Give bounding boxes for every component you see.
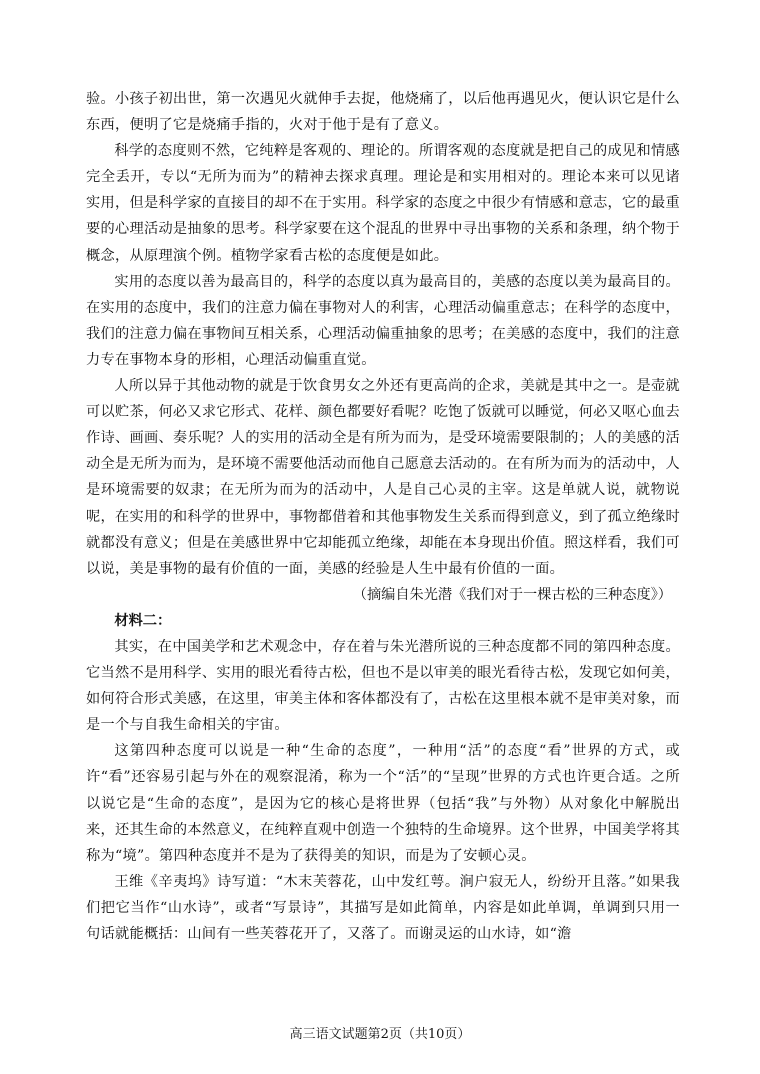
paragraph-wang-wei-poem: 王维《辛夷坞》诗写道：“木末芙蓉花，山中发红萼。涧户寂无人，纷纷开且落。”如果我们把它当作“山水诗”，或者“写景诗”，其描写是如此简单，内容是如此单调，单调到只用一句话就能概括：山间有一些芙蓉花开了，又落了。而谢灵运的山水诗，如“澹: [86, 873, 680, 942]
paragraph-scientific-attitude: 科学的态度则不然，它纯粹是客观的、理论的。所谓客观的态度就是把自己的成见和情感完全丢开，专以“无所为而为”的精神去探求真理。理论是和实用相对的。理论本来可以见诸实用，但是科学家的直接目的却不在于实用。科学家的态度之中很少有情感和意志，它的最重要的心理活动是抽象的思考。科学家要在这个混乱的世界中寻出事物的关系和条理，纳个物于概念，从原理演个例。植物学家看古松的态度便是如此。: [86, 143, 680, 264]
material-2-heading: 材料二：: [114, 612, 172, 629]
paragraph-continuation: 验。小孩子初出世，第一次遇见火就伸手去捉，他烧痛了，以后他再遇见火，便认识它是什么东西，便明了它是烧痛手指的，火对于他于是有了意义。: [86, 91, 680, 134]
citation-source: （摘编自朱光潜《我们对于一棵古松的三种态度》）: [352, 586, 672, 603]
paragraph-three-attitudes: 实用的态度以善为最高目的，科学的态度以真为最高目的，美感的态度以美为最高目的。在实用的态度中，我们的注意力偏在事物对人的利害，心理活动偏重意志；在科学的态度中，我们的注意力偏在事物间互相关系，心理活动偏重抽象的思考；在美感的态度中，我们的注意力专在事物本身的形相，心理活动偏重直觉。: [86, 273, 680, 368]
paragraph-life-attitude: 这第四种态度可以说是一种“生命的态度”，一种用“活”的态度“看”世界的方式，或许“看”还容易引起与外在的观察混淆，称为一个“活”的“呈现”世界的方式也许更合适。之所以说它是“生命的态度”，是因为它的核心是将世界（包括“我”与外物）从对象化中解脱出来，还其生命的本然意义，在纯粹直观中创造一个独特的生命境界。这个世界，中国美学将其称为“境”。第四种态度并不是为了获得美的知识，而是为了安顿心灵。: [86, 743, 680, 864]
paragraph-beauty-value: 人所以异于其他动物的就是于饮食男女之外还有更高尚的企求，美就是其中之一。是壶就可以贮茶，何必又求它形式、花样、颜色都要好看呢？吃饱了饭就可以睡觉，何必又呕心血去作诗、画画、奏乐呢？人的实用的活动全是有所为而为，是受环境需要限制的；人的美感的活动全是无所为而为，是环境不需要他活动而他自己愿意去活动的。在有所为而为的活动中，人是环境需要的奴隶；在无所为而为的活动中，人是自己心灵的主宰。这是单就人说，就物说呢，在实用的和科学的世界中，事物都借着和其他事物发生关系而得到意义，到了孤立绝缘时就都没有意义；但是在美感世界中它却能孤立绝缘，却能在本身现出价值。照这样看，我们可以说，美是事物的最有价值的一面，美感的经验是人生中最有价值的一面。: [86, 378, 680, 577]
document-body: [86, 86, 680, 947]
paragraph-fourth-attitude: 其实，在中国美学和艺术观念中，存在着与朱光潜所说的三种态度都不同的第四种态度。它当然不是用科学、实用的眼光看待古松，但也不是以审美的眼光看待古松，发现它如何美，如何符合形式美感，在这里，审美主体和客体都没有了，古松在这里根本就不是审美对象，而是一个与自我生命相关的宇宙。: [86, 638, 680, 734]
page-footer: 高三语文试题第2页（共10页）: [289, 1027, 471, 1042]
